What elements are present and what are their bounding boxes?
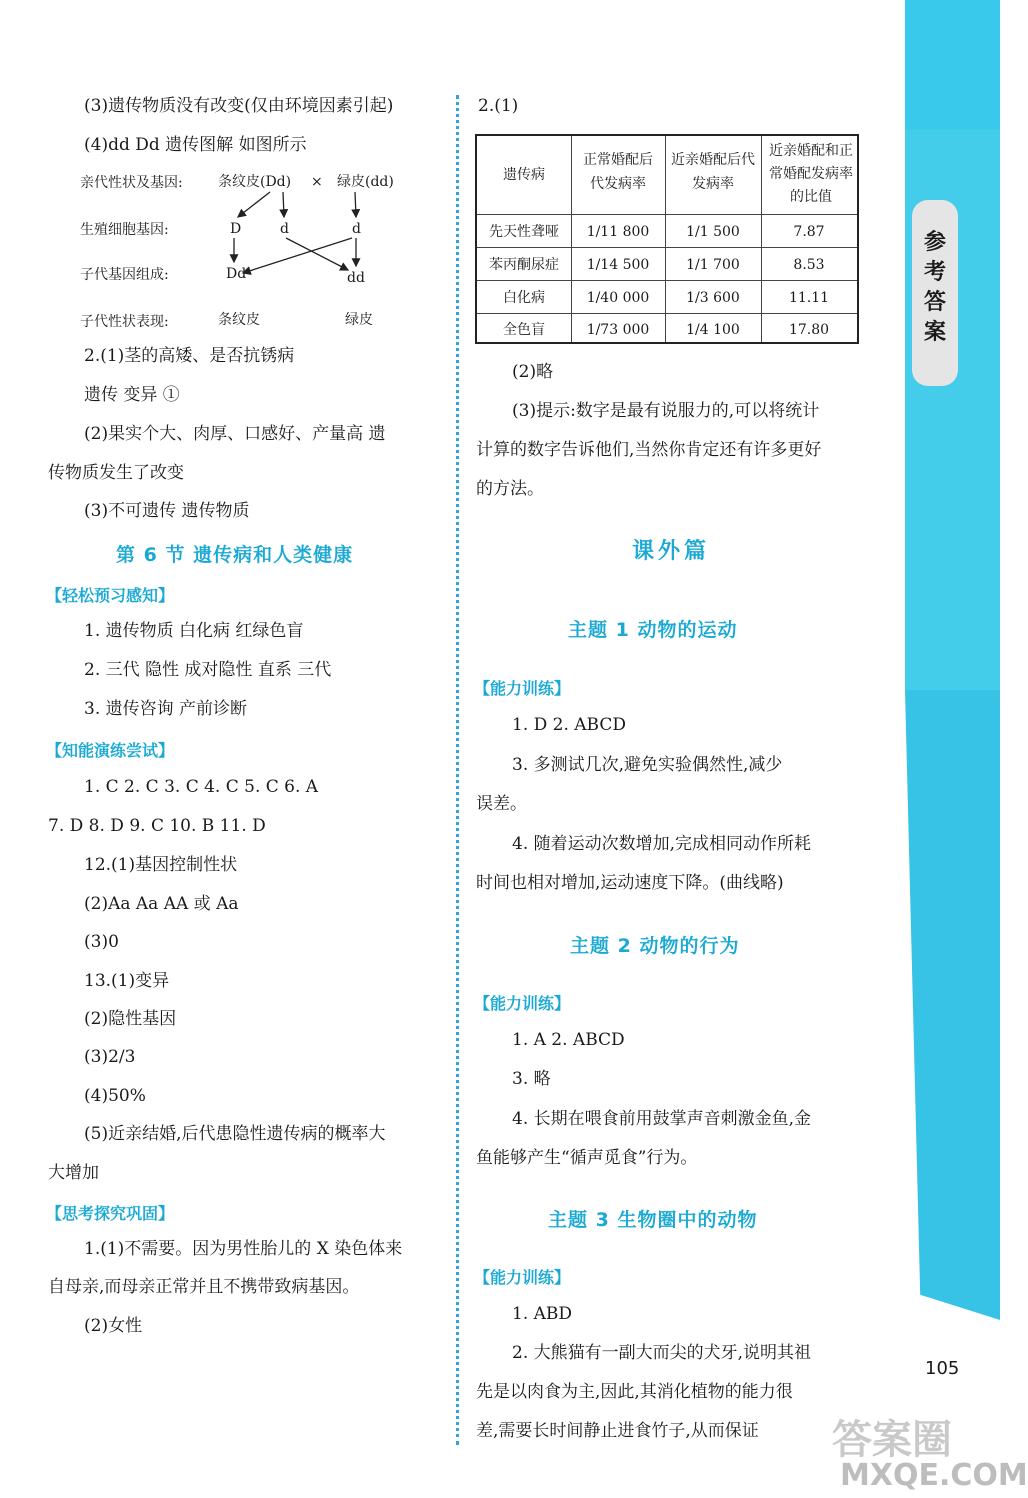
answer-line: 1.(1)不需要。因为男性胎儿的 X 染色体来	[84, 1239, 403, 1259]
table-cell: 8.53	[793, 257, 825, 273]
offspring-dd: dd	[347, 270, 365, 286]
table-cell: 1/3 600	[686, 290, 740, 306]
answer-line: 1. ABD	[512, 1304, 573, 1324]
table-cell: 全色盲	[503, 322, 545, 338]
answer-line: (3)不可遗传 遗传物质	[84, 501, 250, 521]
answer-line: 1. A 2. ABCD	[512, 1030, 625, 1050]
answer-line: (2)隐性基因	[84, 1009, 177, 1029]
table-cell: 白化病	[503, 290, 545, 306]
table-cell: 11.11	[788, 290, 830, 306]
diagram-label: 子代性状表现:	[80, 314, 169, 330]
answer-line: (3)提示:数字是最有说服力的,可以将统计	[512, 401, 820, 421]
answer-line: 2. 大熊猫有一副大而尖的犬牙,说明其祖	[512, 1343, 812, 1363]
table-cell: 1/4 100	[686, 322, 740, 338]
table-header: 近亲婚配和正常婚配发病率的比值	[769, 143, 853, 205]
answer-line: 7. D 8. D 9. C 10. B 11. D	[48, 816, 266, 836]
answer-line: (4)dd Dd 遗传图解 如图所示	[84, 135, 307, 155]
answer-line: 遗传 变异 ①	[84, 385, 180, 405]
answer-line: (2)略	[512, 362, 554, 382]
gamete-D: D	[230, 221, 242, 237]
answer-line: 计算的数字告诉他们,当然你肯定还有许多更好	[476, 440, 822, 460]
table-header: 遗传病	[503, 167, 545, 183]
diagram-arrows	[0, 0, 460, 340]
answer-line: 1. 遗传物质 白化病 红绿色盲	[84, 621, 304, 641]
answer-line: 的方法。	[476, 479, 544, 499]
answer-line: 2.(1)	[478, 96, 519, 116]
subsection-label: 【能力训练】	[474, 1268, 571, 1287]
sidebar-band-top	[905, 0, 1000, 130]
subsection-label: 【能力训练】	[474, 679, 571, 698]
table-header: 近亲婚配后代发病率	[671, 152, 755, 192]
watermark-url: MXQE.COM	[840, 1458, 1028, 1493]
parent-striped: 条纹皮(Dd)	[218, 174, 292, 190]
answer-line: 4. 随着运动次数增加,完成相同动作所耗	[512, 834, 812, 854]
answer-line: (4)50%	[84, 1086, 146, 1106]
answer-line: 3. 遗传咨询 产前诊断	[84, 699, 248, 719]
answer-line: 1. D 2. ABCD	[512, 715, 627, 735]
answer-line: 差,需要长时间静止进食竹子,从而保证	[476, 1421, 759, 1441]
answer-line: 传物质发生了改变	[48, 463, 184, 483]
table-header: 正常婚配后代发病率	[583, 152, 653, 192]
offspring-Dd: Dd	[226, 266, 247, 282]
trait-green: 绿皮	[345, 312, 373, 328]
answer-line: 2.(1)茎的高矮、是否抗锈病	[84, 346, 295, 366]
section-heading: 主题 1 动物的运动	[568, 619, 738, 641]
genetic-disease-table	[475, 134, 859, 344]
table-cell: 17.80	[788, 322, 830, 338]
table-cell: 1/1 500	[686, 224, 740, 240]
table-cell: 1/14 500	[586, 257, 650, 273]
answer-line: (3)2/3	[84, 1047, 136, 1067]
answer-line: (2)果实个大、肉厚、口感好、产量高 遗	[84, 424, 386, 444]
table-cell: 1/1 700	[686, 257, 740, 273]
trait-striped: 条纹皮	[218, 312, 260, 328]
parent-green: 绿皮(dd)	[337, 174, 394, 190]
answer-line: 自母亲,而母亲正常并且不携带致病基因。	[48, 1277, 360, 1297]
answer-line: 鱼能够产生“循声觅食”行为。	[476, 1148, 698, 1168]
table-cell: 7.87	[793, 224, 825, 240]
answer-line: 12.(1)基因控制性状	[84, 855, 238, 875]
gamete-d: d	[280, 221, 289, 237]
answer-line: (2)Aa Aa AA 或 Aa	[84, 894, 239, 914]
table-cell: 1/40 000	[586, 290, 650, 306]
diagram-label: 亲代性状及基因:	[80, 175, 183, 191]
table-cell: 1/73 000	[586, 322, 650, 338]
subsection-label: 【轻松预习感知】	[46, 586, 175, 605]
answer-line: 大增加	[48, 1163, 99, 1183]
section-heading: 第 6 节 遗传病和人类健康	[116, 544, 354, 566]
answer-line: 3. 略	[512, 1069, 551, 1089]
diagram-label: 生殖细胞基因:	[80, 222, 169, 238]
answer-line: 4. 长期在喂食前用鼓掌声音刺激金鱼,金	[512, 1109, 812, 1129]
subsection-label: 【能力训练】	[474, 994, 571, 1013]
cross-symbol: ×	[311, 174, 323, 190]
diagram-label: 子代基因组成:	[80, 267, 169, 283]
table-cell: 1/11 800	[586, 224, 650, 240]
answer-line: 2. 三代 隐性 成对隐性 直系 三代	[84, 660, 332, 680]
sidebar-band-bottom	[905, 690, 1000, 1320]
answer-line: (3)0	[84, 932, 119, 952]
answer-line: 3. 多测试几次,避免实验偶然性,减少	[512, 755, 783, 775]
section-heading: 主题 3 生物圈中的动物	[548, 1209, 758, 1231]
section-heading: 主题 2 动物的行为	[570, 935, 740, 957]
watermark-logo: 答案圈	[832, 1417, 952, 1463]
table-cell: 先天性聋哑	[489, 224, 559, 240]
answer-line: (3)遗传物质没有改变(仅由环境因素引起)	[84, 96, 394, 116]
answer-line: 13.(1)变异	[84, 971, 170, 991]
subsection-label: 【知能演练尝试】	[46, 741, 175, 760]
answer-line: 误差。	[476, 794, 527, 814]
answer-line: 1. C 2. C 3. C 4. C 5. C 6. A	[84, 777, 319, 797]
part-title: 课外篇	[632, 539, 711, 564]
table-cell: 苯丙酮尿症	[489, 257, 559, 273]
page-number: 105	[925, 1358, 960, 1379]
answer-line: 时间也相对增加,运动速度下降。(曲线略)	[476, 873, 784, 893]
answer-line: (5)近亲结婚,后代患隐性遗传病的概率大	[84, 1124, 386, 1144]
gamete-d: d	[352, 221, 361, 237]
answer-line: 先是以肉食为主,因此,其消化植物的能力很	[476, 1382, 793, 1402]
answer-line: (2)女性	[84, 1316, 143, 1336]
tab-label: 参考答案	[923, 230, 946, 345]
subsection-label: 【思考探究巩固】	[46, 1204, 175, 1223]
